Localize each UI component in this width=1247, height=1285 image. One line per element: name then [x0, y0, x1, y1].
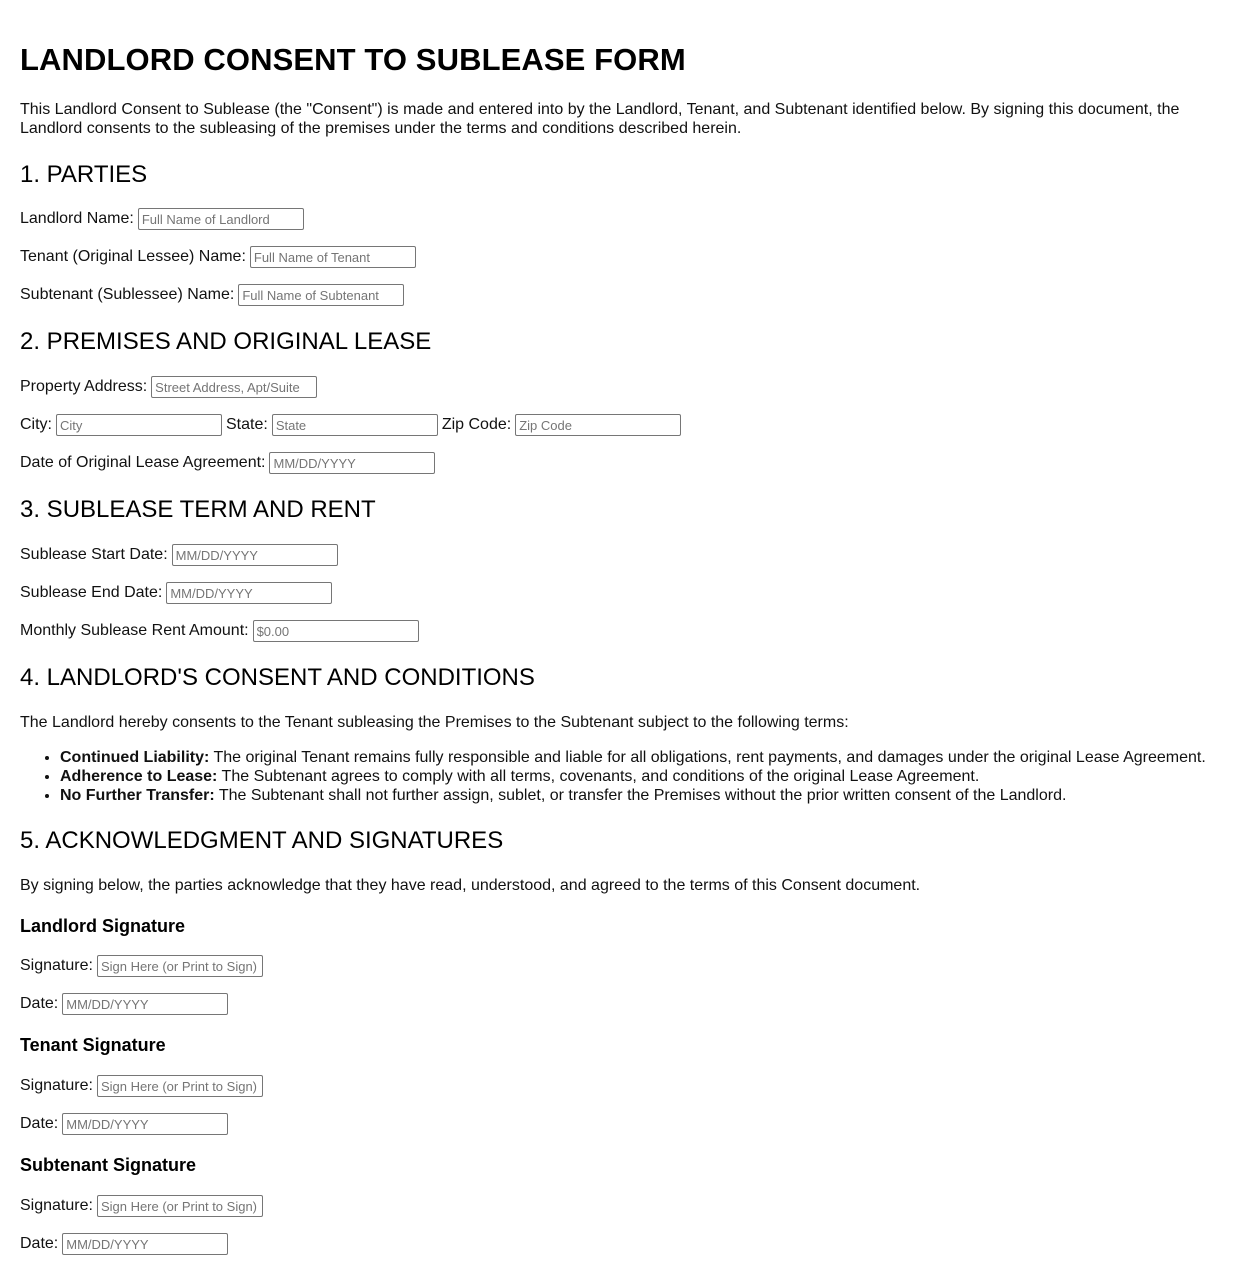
- landlord-name-input[interactable]: [138, 208, 304, 230]
- condition-term: No Further Transfer:: [60, 787, 215, 804]
- tenant-signature-row: [20, 1075, 1227, 1097]
- landlord-signature-row: [20, 955, 1227, 977]
- landlord-date-input[interactable]: [62, 993, 228, 1015]
- landlord-signature-input[interactable]: [97, 955, 263, 977]
- subtenant-name-input[interactable]: [238, 284, 404, 306]
- signatures-intro: By signing below, the parties acknowledge that they have read, understood, and agreed to the terms of this Consent document.: [20, 877, 921, 894]
- date-label: Date:: [20, 1235, 59, 1252]
- subtenant-signature-input[interactable]: [97, 1195, 263, 1217]
- city-state-zip-row: [20, 414, 1227, 436]
- sublease-start-row: [20, 544, 1227, 566]
- original-lease-date-label: Date of Original Lease Agreement:: [20, 454, 266, 471]
- section-heading-consent: 4. LANDLORD'S CONSENT AND CONDITIONS: [20, 664, 535, 691]
- signature-label: Signature:: [20, 957, 93, 974]
- sublease-end-label: Sublease End Date:: [20, 584, 163, 601]
- condition-term: Adherence to Lease:: [60, 768, 218, 785]
- date-label: Date:: [20, 995, 59, 1012]
- section-heading-parties: 1. PARTIES: [20, 161, 148, 188]
- conditions-list: [20, 748, 1227, 805]
- sublease-end-row: [20, 582, 1227, 604]
- zip-code-label: Zip Code:: [441, 416, 512, 433]
- property-address-row: [20, 376, 1227, 398]
- date-label: Date:: [20, 1115, 59, 1132]
- landlord-date-row: [20, 993, 1227, 1015]
- landlord-name-label: Landlord Name:: [20, 210, 134, 227]
- list-item: [60, 767, 1227, 786]
- tenant-signature-input[interactable]: [97, 1075, 263, 1097]
- consent-intro: The Landlord hereby consents to the Tenant subleasing the Premises to the Subtenant subject to the following terms:: [20, 714, 849, 731]
- signature-label: Signature:: [20, 1077, 93, 1094]
- list-item: [60, 786, 1227, 805]
- sublease-end-input[interactable]: [166, 582, 332, 604]
- tenant-name-input[interactable]: [250, 246, 416, 268]
- subtenant-signature-heading: Subtenant Signature: [20, 1155, 197, 1175]
- monthly-rent-label: Monthly Sublease Rent Amount:: [20, 622, 249, 639]
- list-item: [60, 748, 1227, 767]
- subtenant-name-label: Subtenant (Sublessee) Name:: [20, 286, 235, 303]
- condition-text: The Subtenant agrees to comply with all terms, covenants, and conditions of the original Lease Agreement.: [217, 768, 980, 785]
- section-heading-premises: 2. PREMISES AND ORIGINAL LEASE: [20, 328, 432, 355]
- city-input[interactable]: [56, 414, 222, 436]
- subtenant-date-row: [20, 1233, 1227, 1255]
- section-heading-signatures: 5. ACKNOWLEDGMENT AND SIGNATURES: [20, 827, 504, 854]
- intro-paragraph: This Landlord Consent to Sublease (the "Consent") is made and entered into by the Landlord, Tenant, and Subtenant identified below. By signing this document, the Landlord consents to the subleasing of the premises under the terms and conditions described herein.: [20, 101, 1180, 137]
- original-lease-date-input[interactable]: [269, 452, 435, 474]
- original-lease-date-row: [20, 452, 1227, 474]
- sublease-start-label: Sublease Start Date:: [20, 546, 168, 563]
- state-input[interactable]: [272, 414, 438, 436]
- condition-text: The Subtenant shall not further assign, sublet, or transfer the Premises without the prior written consent of the Landlord.: [214, 787, 1067, 804]
- condition-term: Continued Liability:: [60, 749, 210, 766]
- tenant-name-row: [20, 246, 1227, 268]
- zip-code-input[interactable]: [515, 414, 681, 436]
- state-label: State:: [226, 416, 268, 433]
- tenant-name-label: Tenant (Original Lessee) Name:: [20, 248, 246, 265]
- landlord-signature-heading: Landlord Signature: [20, 916, 186, 936]
- page-title: LANDLORD CONSENT TO SUBLEASE FORM: [20, 42, 686, 77]
- signature-label: Signature:: [20, 1197, 93, 1214]
- subtenant-name-row: [20, 284, 1227, 306]
- subtenant-date-input[interactable]: [62, 1233, 228, 1255]
- monthly-rent-input[interactable]: [253, 620, 419, 642]
- subtenant-signature-row: [20, 1195, 1227, 1217]
- tenant-signature-heading: Tenant Signature: [20, 1035, 166, 1055]
- monthly-rent-row: [20, 620, 1227, 642]
- sublease-start-input[interactable]: [172, 544, 338, 566]
- city-label: City:: [20, 416, 52, 433]
- property-address-label: Property Address:: [20, 378, 148, 395]
- section-heading-term: 3. SUBLEASE TERM AND RENT: [20, 496, 376, 523]
- condition-text: The original Tenant remains fully responsible and liable for all obligations, rent payments, and damages under the original Lease Agreement.: [209, 749, 1206, 766]
- landlord-name-row: [20, 208, 1227, 230]
- property-address-input[interactable]: [151, 376, 317, 398]
- tenant-date-row: [20, 1113, 1227, 1135]
- tenant-date-input[interactable]: [62, 1113, 228, 1135]
